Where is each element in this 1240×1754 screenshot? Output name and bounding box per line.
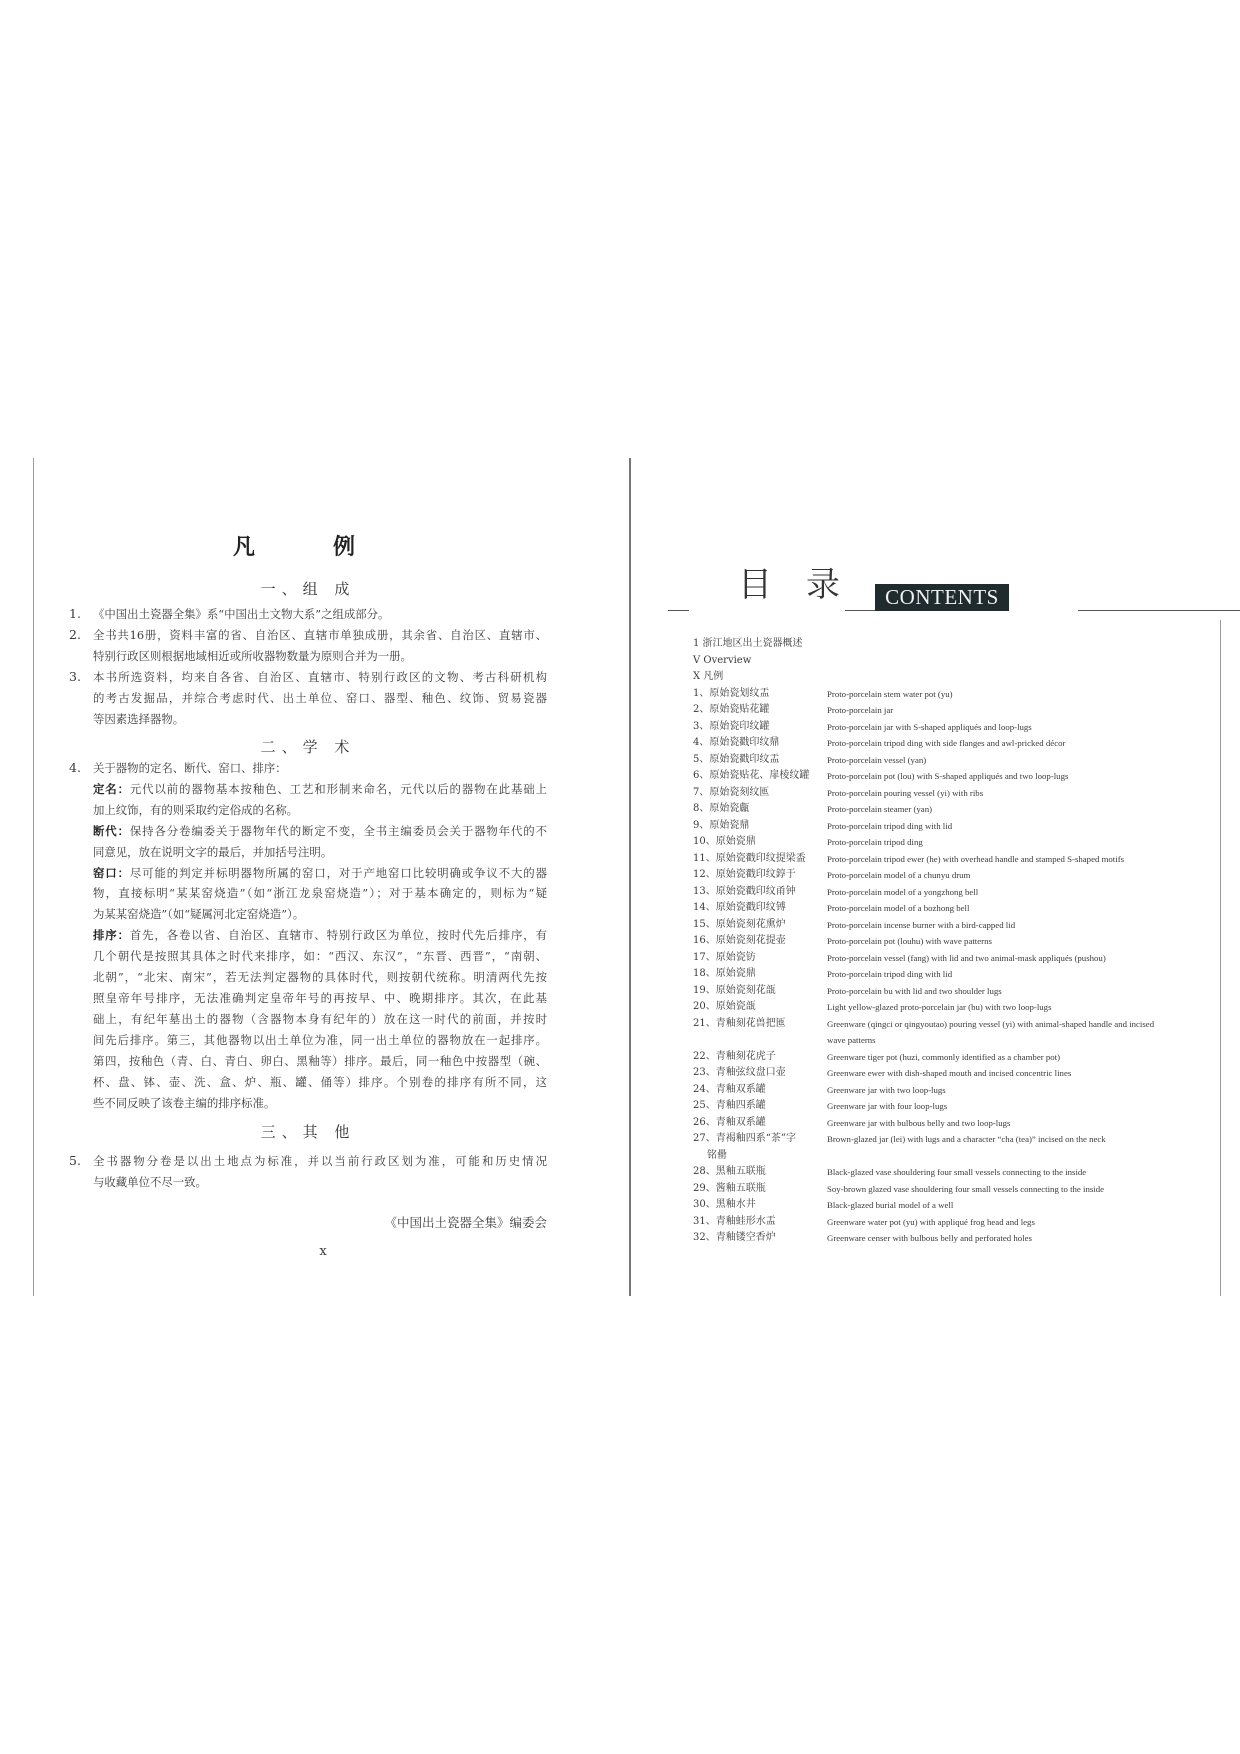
entry-title-cn: V Overview — [693, 654, 752, 666]
section-body — [69, 758, 547, 1113]
entry-title-en: Proto-porcelain pot (louhu) with wave patterns — [827, 936, 992, 946]
text-line — [93, 946, 547, 967]
text-line — [93, 967, 547, 988]
rule-divider — [1078, 610, 1240, 611]
entry-title-en: Greenware tiger pot (huzi, commonly identified as a chamber pot) — [827, 1051, 1061, 1062]
toc-entry — [693, 1131, 1213, 1148]
entry-title-cn: 4、原始瓷戳印纹鼎 — [693, 737, 780, 748]
toc-entry — [693, 1115, 1213, 1132]
text-line — [93, 1030, 547, 1051]
line-text: 全书器物分卷是以出土地点为标准，并以当前行政区划为准，可能和历史情况 — [93, 1154, 547, 1168]
entry-title-en: Proto-porcelain incense burner with a bird-capped lid — [827, 919, 1016, 930]
entry-title-cn: 30、黑釉水井 — [693, 1199, 756, 1210]
toc-entry — [693, 1082, 1213, 1099]
line-text: 《中国出土瓷器全集》系“中国出土文物大系”之组成部分。 — [93, 607, 390, 621]
line-text: 第四，按釉色（青、白、青白、卵白、黑釉等）排序。最后，同一釉色中按器型（碗、 — [93, 1053, 547, 1068]
page-number: x — [319, 1244, 327, 1259]
toc-entry — [693, 933, 1213, 950]
text-line — [93, 925, 547, 946]
text-line — [93, 625, 547, 646]
list-item — [69, 667, 547, 730]
text-line — [93, 667, 547, 688]
toc-entry — [693, 735, 1213, 752]
item-number: 2. — [69, 626, 81, 642]
text-line — [93, 1151, 547, 1172]
line-text: 加上纹饰，有的则采取约定俗成的名称。 — [93, 802, 299, 817]
toc-entry — [693, 1197, 1213, 1214]
list-item — [69, 863, 547, 926]
toc-entry — [693, 719, 1213, 736]
line-text: 北朝”，“北宋、南宋”，若无法判定器物的具体时代，则按朝代统称。明清两代先按 — [93, 970, 547, 985]
entry-title-en: Proto-porcelain bu with lid and two shoulder lugs — [827, 985, 1002, 996]
scan-edge-left — [33, 458, 34, 1296]
text-line — [93, 1009, 547, 1030]
entry-title-en: Proto-porcelain model of a yongzhong bell — [827, 886, 979, 897]
entry-title-cn: 铭罍 — [707, 1149, 727, 1161]
line-text: 间先后排序。第三，其他器物以出土单位为准，同一出土单位的器物放在一起排序。 — [93, 1032, 547, 1047]
toc-entry — [693, 834, 1213, 851]
line-text: 同意见，放在说明文字的最后，并加括号注明。 — [93, 844, 333, 859]
entry-title-cn: 24、青釉双系罐 — [693, 1083, 766, 1095]
toc-entry — [693, 950, 1213, 967]
entry-title-en: Proto-porcelain pot (lou) with S-shaped appliqués and two loop-lugs — [827, 771, 1069, 781]
line-text: 等因素选择器物。 — [93, 711, 185, 726]
entry-title-cn: 22、青釉刻花虎子 — [693, 1050, 776, 1062]
toc-entry — [693, 1098, 1213, 1115]
item-number: 4. — [69, 760, 81, 775]
entry-title-en: Proto-porcelain vessel (yan) — [827, 754, 927, 765]
entry-title-en: wave patterns — [827, 1035, 876, 1045]
line-text: 尽可能的判定并标明器物所属的窑口，对于产地窑口比较明确或争议不大的器 — [129, 865, 547, 880]
text-line — [93, 842, 547, 863]
entry-title-cn: 10、原始瓷鼎 — [693, 836, 756, 847]
toc-entry-continuation — [693, 1032, 1213, 1049]
list-item — [69, 779, 547, 821]
line-text: 与收藏单位不尽一致。 — [93, 1174, 207, 1189]
entry-title-en: Proto-porcelain model of a bozhong bell — [827, 903, 970, 913]
entry-title-en: Proto-porcelain jar with S-shaped appliqués and loop-lugs — [827, 721, 1032, 732]
entry-title-en: Black-glazed burial model of a well — [827, 1200, 954, 1210]
list-item — [69, 604, 547, 625]
entry-title-cn: 13、原始瓷戳印纹甬钟 — [693, 885, 796, 897]
entry-title-cn: 6、原始瓷贴花、扉棱纹罐 — [693, 770, 810, 781]
text-line — [93, 1172, 547, 1193]
text-line — [93, 800, 547, 821]
item-label: 排序： — [93, 928, 130, 943]
text-line — [93, 1072, 547, 1093]
entry-title-cn: 32、青釉镂空香炉 — [693, 1232, 776, 1243]
text-line — [93, 1093, 547, 1114]
entry-title-en: Black-glazed vase shouldering four small vessels connecting to the inside — [827, 1167, 1087, 1177]
toc-entry — [693, 999, 1213, 1016]
toc-entry — [693, 1181, 1213, 1198]
entry-title-cn: 15、原始瓷刻花熏炉 — [693, 918, 786, 930]
line-text: 本书所选资料，均来自各省、自治区、直辖市、特别行政区的文物、考古科研机构 — [93, 669, 547, 684]
toc-front-matter — [693, 653, 1213, 670]
list-item — [69, 1151, 547, 1193]
entry-title-cn: 27、青褐釉四系“茶”字 — [693, 1133, 796, 1144]
entry-title-cn: 14、原始瓷戳印纹镈 — [693, 902, 786, 913]
entry-title-cn: 1 浙江地区出土瓷器概述 — [693, 638, 803, 649]
entry-title-en: Proto-porcelain stem water pot (yu) — [827, 688, 953, 699]
entry-title-en: Greenware ewer with dish-shaped mouth and incised concentric lines — [827, 1068, 1072, 1078]
toc-entry — [693, 686, 1213, 703]
entry-title-cn: 7、原始瓷刻纹匜 — [693, 786, 770, 798]
entry-title-cn: 21、青釉刻花兽把匜 — [693, 1017, 786, 1029]
entry-title-cn: 20、原始瓷瓿 — [693, 1001, 756, 1012]
toc-entry — [693, 1164, 1213, 1181]
text-line — [93, 646, 547, 667]
page-spine — [629, 458, 631, 1296]
entry-title-en: Proto-porcelain tripod ding with lid — [827, 820, 953, 831]
entry-title-cn: 25、青釉四系罐 — [693, 1100, 766, 1111]
section-body — [69, 604, 547, 729]
toc-entry — [693, 785, 1213, 802]
section-heading: 二、学 术 — [260, 738, 356, 756]
toc-entry — [693, 1049, 1213, 1066]
list-item — [69, 625, 547, 667]
entry-title-cn: 11、原始瓷戳印纹提梁盉 — [693, 852, 806, 864]
entry-title-cn: 2、原始瓷贴花罐 — [693, 704, 770, 715]
line-text: 元代以前的器物基本按釉色、工艺和形制来命名，元代以后的器物在此基础上 — [129, 781, 547, 796]
text-line — [93, 863, 547, 884]
line-text: 照皇帝年号排序，无法准确判定皇帝年号的再按早、中、晚期排序。其次，在此基 — [93, 990, 547, 1005]
toc-entry — [693, 884, 1213, 901]
entry-title-cn: X 凡例 — [693, 671, 724, 682]
entry-title-en: Greenware (qingci or qingyoutao) pouring vessel (yi) with animal-shaped handle and incised — [827, 1018, 1155, 1029]
entry-title-en: Greenware censer with bulbous belly and perforated holes — [827, 1233, 1032, 1243]
line-text: 保持各分卷编委关于器物年代的断定不变，全书主编委员会关于器物年代的不 — [129, 823, 547, 838]
entry-title-cn: 1、原始瓷划纹盂 — [693, 687, 770, 699]
page-title: 凡 例 — [232, 534, 383, 560]
entry-title-en: Proto-porcelain tripod ding with lid — [827, 969, 953, 979]
line-text: 特别行政区则根据地域相近或所收器物数量为原则合并为一册。 — [93, 648, 412, 663]
entry-title-en: Greenware jar with two loop-lugs — [827, 1084, 946, 1095]
item-label: 定名： — [93, 781, 130, 796]
toc-entry — [693, 966, 1213, 983]
toc-entry-continuation — [693, 1148, 1213, 1165]
entry-title-en: Proto-porcelain jar — [827, 705, 894, 715]
entry-title-en: Proto-porcelain tripod ding — [827, 837, 923, 847]
entry-title-cn: 23、青釉弦纹盘口壶 — [693, 1067, 786, 1078]
text-line — [93, 604, 547, 625]
entry-title-cn: 19、原始瓷刻花瓿 — [693, 984, 776, 996]
signature: 《中国出土瓷器全集》编委会 — [384, 1215, 547, 1230]
line-text: 础上，有纪年墓出土的器物（含器物本身有纪年的）放在这一时代的前面，并按时 — [93, 1011, 547, 1026]
line-text: 首先，各卷以省、自治区、直辖市、特别行政区为单位，按时代先后排序，有 — [129, 928, 547, 943]
line-text: 关于器物的定名、断代、窑口、排序： — [93, 761, 287, 775]
entry-title-en: Proto-porcelain vessel (fang) with lid and two animal-mask appliqués (pushou) — [827, 952, 1106, 963]
item-number: 3. — [69, 668, 81, 684]
text-line — [93, 988, 547, 1009]
line-text: 几个朝代是按照其具体之时代来排序，如：“西汉、东汉”，“东晋、西晋”，“南朝、 — [93, 949, 547, 964]
toc-front-matter — [693, 636, 1213, 653]
entry-title-en: Brown-glazed jar (lei) with lugs and a character “cha (tea)” incised on the neck — [827, 1134, 1106, 1144]
entry-title-en: Proto-porcelain pouring vessel (yi) with ribs — [827, 787, 984, 798]
entry-title-cn: 18、原始瓷鼎 — [693, 968, 756, 979]
entry-title-cn: 26、青釉双系罐 — [693, 1116, 766, 1128]
item-number: 1. — [69, 606, 81, 621]
toc-entry — [693, 1016, 1213, 1033]
text-line — [93, 758, 547, 779]
toc-entry — [693, 1230, 1213, 1247]
toc-entry — [693, 900, 1213, 917]
entry-title-en: Greenware jar with bulbous belly and two loop-lugs — [827, 1117, 1011, 1128]
entry-title-en: Proto-porcelain steamer (yan) — [827, 804, 933, 814]
toc-entry — [693, 917, 1213, 934]
line-text: 的考古发掘品，并综合考虑时代、出土单位、窑口、器型、釉色、纹饰、贸易瓷器 — [93, 690, 547, 705]
text-line — [93, 1051, 547, 1072]
toc-entry — [693, 818, 1213, 835]
entry-title-cn: 16、原始瓷刻花提壶 — [693, 935, 786, 946]
text-line — [93, 883, 547, 904]
text-line — [93, 709, 547, 730]
entry-title-cn: 3、原始瓷印纹罐 — [693, 720, 770, 732]
toc-entry — [693, 1214, 1213, 1231]
entry-title-en: Soy-brown glazed vase shouldering four small vessels connecting to the inside — [827, 1183, 1105, 1194]
entry-title-en: Proto-porcelain model of a chunyu drum — [827, 870, 971, 880]
entry-title-en: Greenware jar with four loop-lugs — [827, 1101, 948, 1111]
entry-title-en: Light yellow-glazed proto-porcelain jar (bu) with two loop-lugs — [827, 1002, 1052, 1012]
section-heading: 一、组 成 — [260, 580, 356, 598]
toc-list — [693, 636, 1213, 1247]
entry-title-en: Proto-porcelain tripod ewer (he) with overhead handle and stamped S-shaped motifs — [827, 853, 1125, 864]
contents-title-en: CONTENTS — [875, 584, 1009, 611]
line-text: 全书共16册，资料丰富的省、自治区、直辖市单独成册，其余省、自治区、直辖市、 — [93, 627, 547, 642]
toc-entry — [693, 867, 1213, 884]
entry-title-cn: 5、原始瓷戳印纹盂 — [693, 753, 780, 765]
entry-title-cn: 28、黑釉五联瓶 — [693, 1166, 766, 1177]
text-line — [93, 821, 547, 842]
line-text: 杯、盘、钵、壶、洗、盒、炉、瓶、罐、俑等）排序。个别卷的排序有所不同，这 — [93, 1074, 547, 1089]
rule-divider — [845, 610, 875, 611]
page-edge-right — [1220, 620, 1221, 1296]
section-heading: 三、其 他 — [260, 1123, 356, 1141]
text-line — [93, 688, 547, 709]
contents-title-cn: 目 录 — [738, 565, 840, 605]
rule-divider — [668, 610, 689, 611]
toc-entry — [693, 801, 1213, 818]
item-number: 5. — [69, 1153, 81, 1168]
toc-entry — [693, 768, 1213, 785]
item-label: 断代： — [93, 823, 130, 838]
toc-entry — [693, 702, 1213, 719]
toc-entry — [693, 1065, 1213, 1082]
toc-front-matter — [693, 669, 1213, 686]
entry-title-cn: 17、原始瓷钫 — [693, 951, 756, 963]
line-text: 为某某窑烧造”（如“疑属河北定窑烧造”）。 — [93, 907, 305, 922]
entry-title-en: Greenware water pot (yu) with appliqué frog head and legs — [827, 1216, 1035, 1227]
toc-entry — [693, 983, 1213, 1000]
entry-title-en: Proto-porcelain tripod ding with side flanges and awl-pricked décor — [827, 738, 1066, 748]
toc-entry — [693, 752, 1213, 769]
list-item — [69, 758, 547, 779]
section-body — [69, 1151, 547, 1193]
entry-title-cn: 31、青釉蛙形水盂 — [693, 1215, 776, 1227]
toc-entry — [693, 851, 1213, 868]
list-item — [69, 821, 547, 863]
line-text: 些不同反映了该卷主编的排序标准。 — [93, 1095, 276, 1110]
entry-title-cn: 29、酱釉五联瓶 — [693, 1182, 766, 1194]
entry-title-cn: 12、原始瓷戳印纹錞于 — [693, 869, 796, 880]
list-item — [69, 925, 547, 1113]
text-line — [93, 904, 547, 925]
text-line — [93, 779, 547, 800]
entry-title-cn: 9、原始瓷鼎 — [693, 819, 750, 831]
entry-title-cn: 8、原始瓷甗 — [693, 803, 750, 814]
line-text: 物，直接标明“某某窑烧造”（如“浙江龙泉窑烧造”）；对于基本确定的，则标为“疑 — [93, 886, 547, 901]
item-label: 窑口： — [93, 865, 130, 880]
